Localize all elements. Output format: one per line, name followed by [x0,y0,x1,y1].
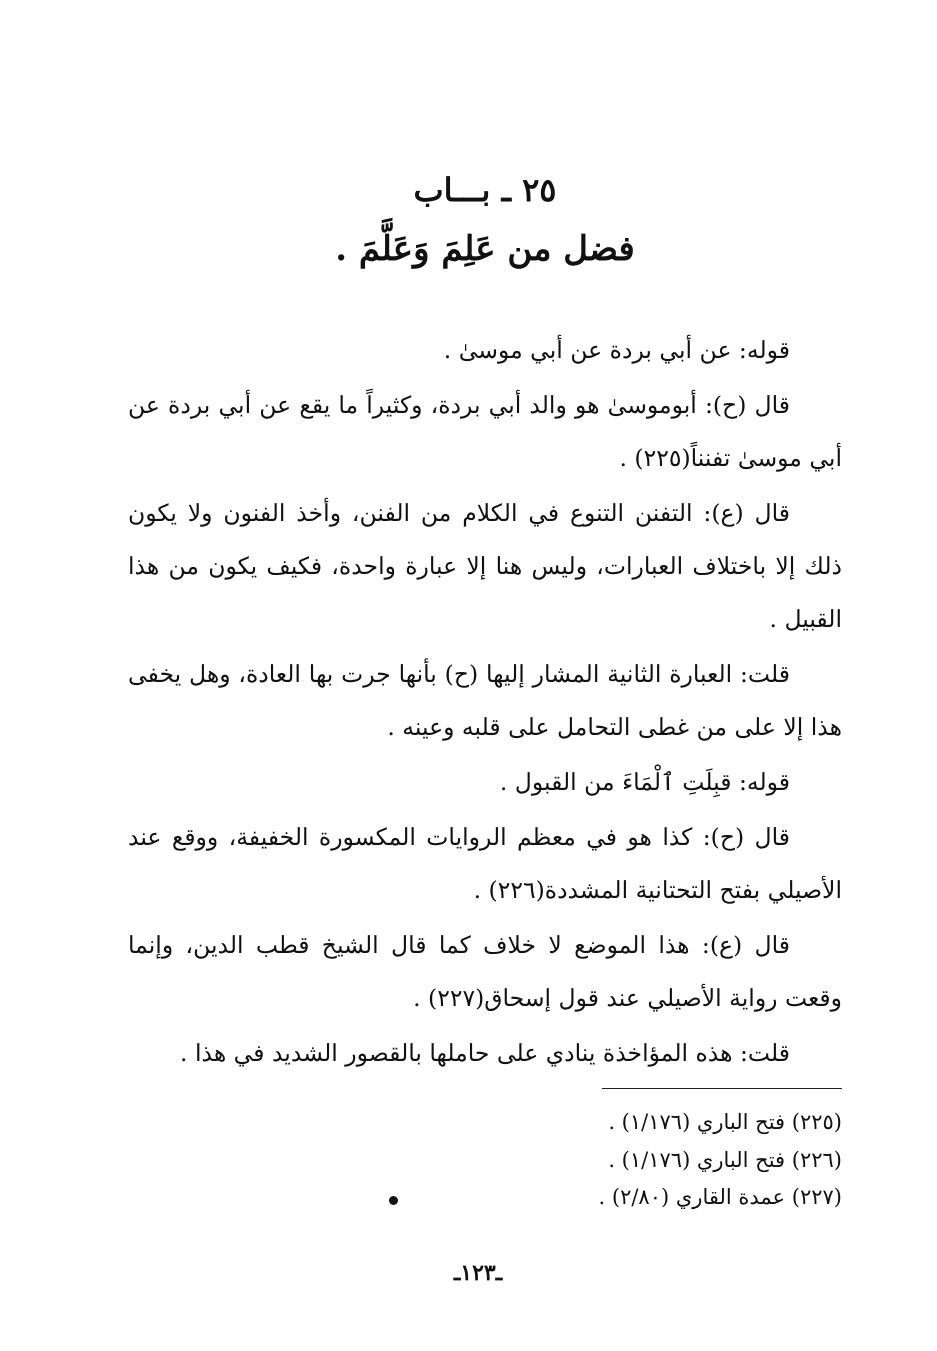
paragraph: قال (ح): كذا هو في معظم الروايات المكسورة الخفيفة، ووقع عند الأصيلي بفتح التحتانية المشددة(٢٢٦) . [128,823,842,904]
paragraph: قال (ع): التفنن التنوع في الكلام من الفنن، وأخذ الفنون ولا يكون ذلك إلا باختلاف العبارات، وليس هنا إلا عبارة واحدة، فكيف يكون من هذا القبيل . [128,499,842,633]
footnote: (٢٢٦) فتح الباري (١/١٧٦) . [608,1147,842,1172]
footnote: (٢٢٧) عمدة القاري (٢/٨٠) . [598,1185,842,1209]
paragraph: قلت: العبارة الثانية المشار إليها (ح) بأنها جرت بها العادة، وهل يخفى هذا إلا على من غطى التحامل على قلبه وعينه . [128,660,842,741]
footnotes [128,1104,842,1217]
footnote-divider [602,1088,842,1089]
paragraph: قال (ح): أبوموسىٰ هو والد أبي بردة، وكثيراً ما يقع عن أبي بردة عن أبي موسىٰ تفنناً(٢٢٥) . [128,391,842,472]
ink-dot [389,1196,398,1205]
paragraph: قلت: هذه المؤاخذة ينادي على حاملها بالقصور الشديد في هذا . [180,1039,790,1067]
paragraph: قوله: عن أبي بردة عن أبي موسىٰ . [443,336,790,364]
main-text [128,324,842,1082]
chapter-title: فضل من عَلِمَ وَعَلَّمَ . [335,229,635,269]
page-number: ـ١٢٣ـ [453,1260,503,1286]
chapter-number: ٢٥ ـ بـــاب [413,171,557,209]
paragraph: قال (ع): هذا الموضع لا خلاف كما قال الشيخ قطب الدين، وإنما وقعت رواية الأصيلي عند قول إسحاق(٢٢٧) . [128,931,842,1012]
paragraph: قوله: قبِلَتِ ٱلْمَاءَ من القبول . [499,768,790,796]
footnote: (٢٢٥) فتح الباري (١/١٧٦) . [608,1110,842,1134]
